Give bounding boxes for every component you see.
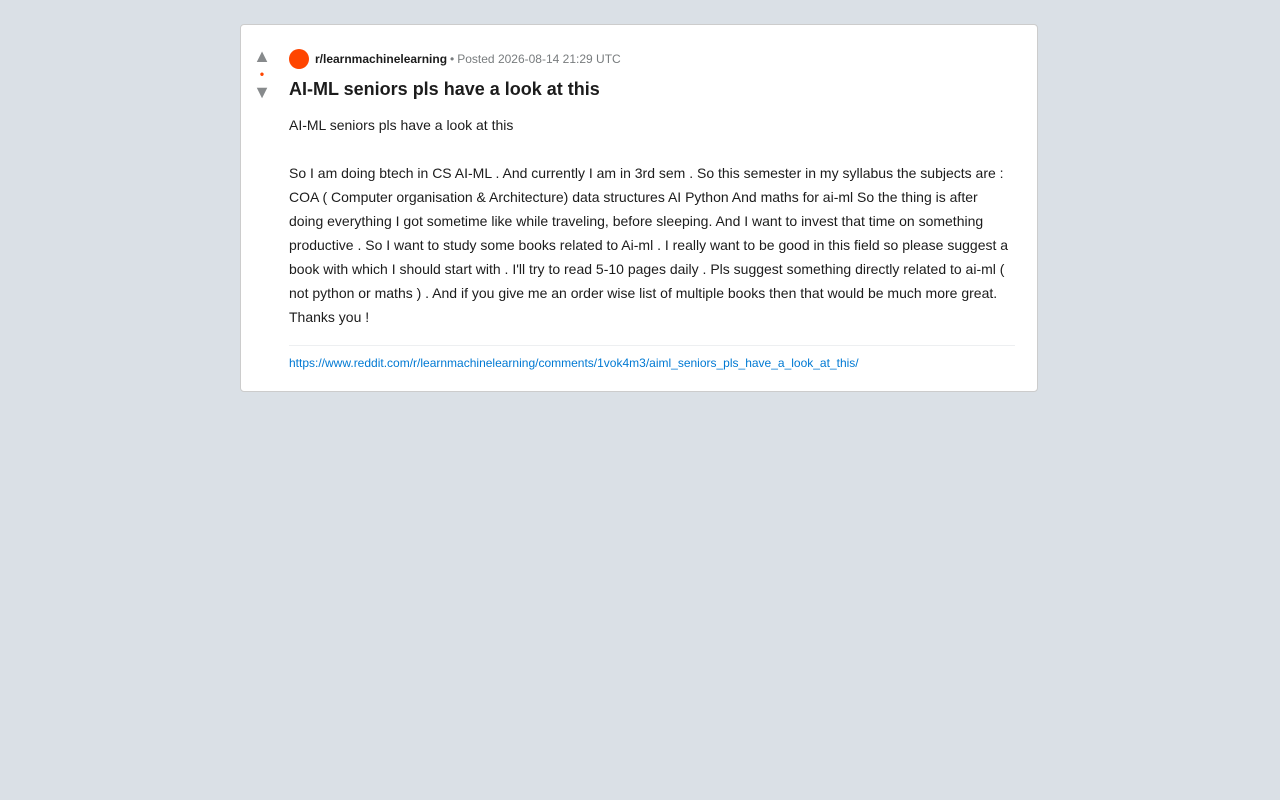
post-title[interactable]: AI-ML seniors pls have a look at this [289, 79, 600, 99]
meta-separator: • [450, 52, 455, 66]
post-permalink[interactable]: https://www.reddit.com/r/learnmachinelearning/comments/1vok4m3/aiml_seniors_pls_have_a_look_at_this/ [289, 356, 859, 370]
subreddit-avatar[interactable] [289, 49, 309, 69]
vote-column [249, 47, 275, 101]
post-timestamp: Posted 2026-08-14 21:29 UTC [457, 52, 621, 66]
vote-score: • [259, 67, 265, 81]
post-content [289, 49, 1015, 371]
post-body-paragraph: So I am doing btech in CS AI-ML . And currently I am in 3rd sem . So this semester in my syllabus the subjects are : COA ( Computer organisation & Architecture) data structures AI Python And maths for ai-ml So the thing is after doing everything I got sometime like while traveling, before sleeping. And I want to invest that time on something productive . So I want to study some books related to Ai-ml . I really want to be good in this field so please suggest a book with which I should start with . I'll try to read 5-10 pages daily . Pls suggest something directly related to ai-ml ( not python or maths ) . And if you give me an order wise list of multiple books then that would be much more great. Thanks you ! [289, 165, 1009, 325]
post-body-paragraph: AI-ML seniors pls have a look at this [289, 117, 514, 133]
post-card [240, 24, 1038, 392]
post-body [289, 113, 1015, 329]
downvote-arrow-icon[interactable]: ▼ [253, 82, 271, 102]
upvote-arrow-icon[interactable]: ▲ [253, 46, 271, 66]
post-meta [289, 49, 1015, 69]
post-footer [289, 345, 1015, 371]
subreddit-name[interactable]: r/learnmachinelearning [315, 52, 448, 66]
